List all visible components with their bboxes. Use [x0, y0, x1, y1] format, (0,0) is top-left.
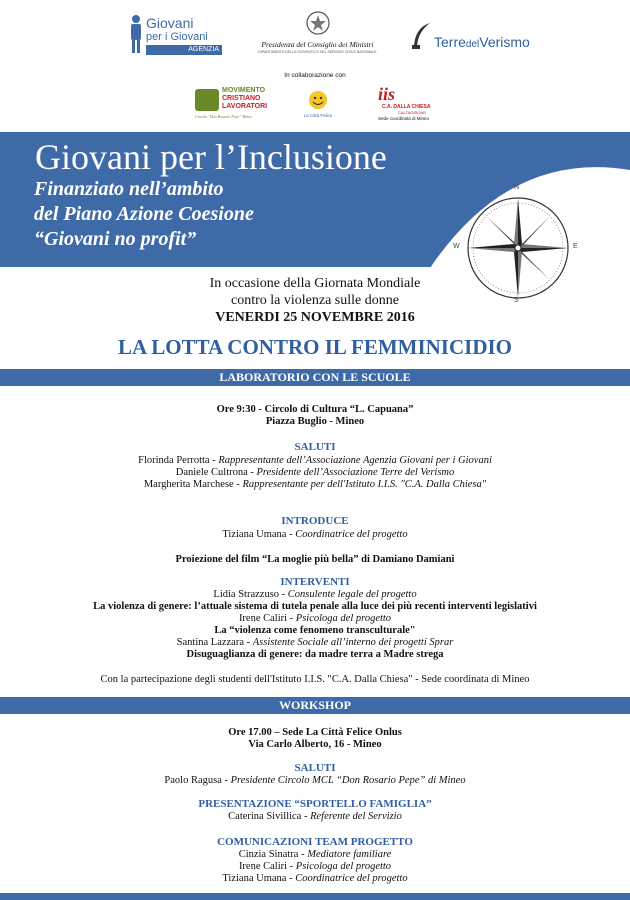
int2-row: [0, 613, 630, 625]
terre-prefix: Terre: [434, 34, 466, 50]
lab-saluti-role-0: Rappresentante dell’Associazione Agenzia Giovani per i Giovani: [218, 455, 492, 466]
int3-row: [0, 637, 630, 649]
lab-saluti-title: SALUTI: [294, 441, 336, 453]
team-name-0: Cinzia Sinatra -: [238, 849, 308, 860]
terre-suffix: Verismo: [479, 34, 530, 50]
banner-sub2: del Piano Azione Coesione: [34, 203, 254, 225]
int1-topic: La violenza di genere: l’attuale sistema di tutela penale alla luce dei più recenti interventi legislativi: [93, 601, 537, 612]
logo-iis: [378, 86, 448, 122]
quill-icon: [410, 22, 432, 50]
team-name-2: Tiziana Umana -: [222, 873, 296, 884]
logo-terre-del-verismo: [410, 22, 540, 54]
workshop-saluti-name: Paolo Ragusa -: [164, 775, 231, 786]
int2-role: Psicologa del progetto: [295, 613, 392, 624]
logo-presidenza: [255, 10, 380, 58]
workshop-place: Via Carlo Alberto, 16 - Mineo: [248, 739, 382, 750]
logo-mcl: [195, 87, 267, 121]
workshop-section-bar: WORKSHOP: [0, 697, 630, 714]
terre-del: del: [465, 39, 480, 50]
introduce-row: [0, 529, 630, 541]
collab-text: In collaborazione con: [284, 72, 346, 79]
lab-saluti-row-2: [0, 479, 630, 491]
workshop-saluti-role: Presidente Circolo MCL “Don Rosario Pepe” di Mineo: [230, 775, 466, 786]
introduce-name: Tiziana Umana -: [222, 529, 296, 540]
int1-name: Lidia Strazzuso -: [213, 589, 288, 600]
introduce-title: INTRODUCE: [281, 515, 349, 527]
mcl-emblem-icon: [195, 89, 219, 111]
lab-saluti-row-1: [0, 467, 630, 479]
occasion-line1: In occasione della Giornata Mondiale: [209, 276, 421, 291]
team-row-1: [0, 861, 630, 873]
workshop-saluti-row: [0, 775, 630, 787]
team-role-2: Coordinatrice del progetto: [295, 873, 408, 884]
lab-time: Ore 9:30 - Circolo di Cultura “L. Capuana”: [216, 404, 414, 415]
workshop-saluti-title: SALUTI: [294, 762, 336, 774]
occasion-date: VENERDI 25 NOVEMBRE 2016: [215, 310, 415, 325]
presentazione-name: Caterina Sivillica -: [228, 811, 311, 822]
lab-saluti-name-0: Florinda Perrotta -: [138, 455, 219, 466]
int3-role: Assistente Sociale all’interno dei progetti Sprar: [252, 637, 454, 648]
int3-name: Santina Lazzara -: [176, 637, 253, 648]
compass-w: W: [453, 243, 460, 250]
int1-role: Consulente legale del progetto: [287, 589, 417, 600]
compass-s: S: [514, 297, 519, 304]
iis-sub: Sede coordinata di Mineo: [378, 116, 430, 121]
team-title: COMUNICAZIONI TEAM PROGETTO: [217, 836, 413, 848]
presidenza-text: Presidenza del Consiglio dei Ministri: [261, 40, 374, 49]
team-row-2: [0, 873, 630, 885]
int1-row: [0, 589, 630, 601]
iis-name: C.A. DALLA CHIESA: [382, 104, 431, 110]
smiley-sun-icon: [298, 86, 338, 114]
int2-name: Irene Caliri -: [238, 613, 296, 624]
lab-saluti-row-0: [0, 455, 630, 467]
mcl-sub: Circolo "Don Rosario Pepe" Mineo: [195, 114, 253, 119]
lab-saluti-role-1: Presidente dell’Associazione Terre del Verismo: [256, 467, 455, 478]
mcl-line1: MOVIMENTO: [222, 87, 266, 94]
team-role-1: Psicologa del progetto: [295, 861, 392, 872]
mcl-line3: LAVORATORI: [222, 103, 268, 110]
compass-n: N: [514, 184, 520, 191]
interventi-title: INTERVENTI: [280, 576, 350, 588]
bottom-bar: [0, 893, 630, 900]
introduce-role: Coordinatrice del progetto: [295, 529, 408, 540]
lab-saluti-role-2: Rappresentante per dell'Istituto I.I.S. "C.A. Dalla Chiesa": [242, 479, 487, 490]
banner-title: Giovani per l’Inclusione: [35, 137, 387, 177]
logo-citta-felice: [298, 86, 338, 120]
film-line: Proiezione del film “La moglie più bella” di Damiano Damiani: [175, 554, 455, 565]
lab-section-bar: LABORATORIO CON LE SCUOLE: [0, 369, 630, 386]
lab-saluti-name-2: Margherita Marchese -: [143, 479, 243, 490]
presidenza-sub: DIPARTIMENTO DELLA GIOVENTÙ E DEL SERVIZIO CIVILE NAZIONALE: [258, 50, 377, 54]
mcl-line2: CRISTIANO: [222, 95, 261, 102]
int2-topic: La “violenza come fenomeno transculturale": [214, 625, 416, 636]
emblem-icon: [305, 10, 331, 36]
logo-giovani-per-i-giovani: [128, 14, 223, 56]
presentazione-row: [0, 811, 630, 823]
presentazione-role: Referente del Servizio: [310, 811, 402, 822]
team-role-0: Mediatore familiare: [307, 849, 392, 860]
lab-saluti-name-1: Daniele Cultrona -: [175, 467, 257, 478]
occasion-line2: contro la violenza sulle donne: [231, 293, 399, 308]
banner-sub1: Finanziato nell’ambito: [34, 178, 224, 200]
headline: LA LOTTA CONTRO IL FEMMINICIDIO: [117, 335, 512, 359]
person-icon: [128, 14, 144, 54]
compass-e: E: [573, 243, 578, 250]
citta-felice-text: La Città Felice: [303, 113, 333, 118]
team-name-1: Irene Caliri -: [238, 861, 296, 872]
workshop-time: Ore 17.00 – Sede La Città Felice Onlus: [228, 727, 402, 738]
lab-place: Piazza Buglio - Mineo: [265, 416, 365, 427]
participation-line: Con la partecipazione degli studenti dell'Istituto I.I.S. "C.A. Dalla Chiesa" - Sede coordinata di Mineo: [100, 674, 530, 685]
iis-text: iis: [378, 84, 396, 104]
giovani-tag: AGENZIA: [146, 45, 222, 55]
team-row-0: [0, 849, 630, 861]
banner-sub3: “Giovani no profit”: [34, 228, 197, 250]
int3-topic: Disuguaglianza di genere: da madre terra a Madre strega: [186, 649, 444, 660]
giovani-line1: Giovani: [146, 15, 194, 31]
iis-city: CALTAGIRONE: [398, 110, 427, 115]
giovani-line2: per i Giovani: [146, 31, 208, 43]
presentazione-title: PRESENTAZIONE “SPORTELLO FAMIGLIA”: [198, 798, 432, 810]
